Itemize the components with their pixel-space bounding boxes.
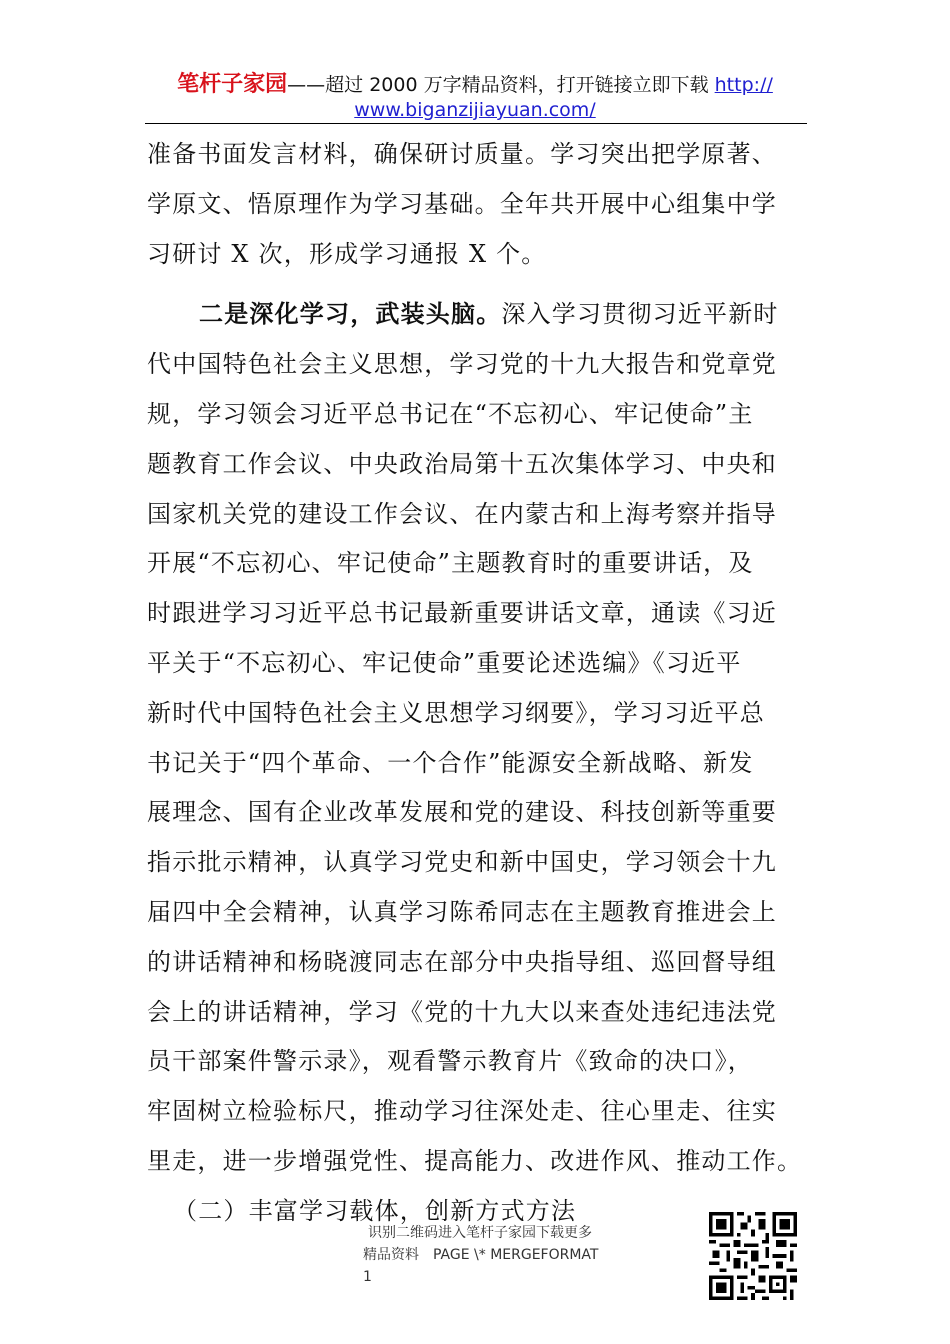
body-line: 里走，进一步增强党性、提高能力、改进作风、推动工作。 — [147, 1146, 803, 1175]
body-line: 书记关于“四个革命、一个合作”能源安全新战略、新发 — [147, 748, 754, 777]
qr-code-icon[interactable] — [709, 1212, 797, 1300]
body-line: 题教育工作会议、中央政治局第十五次集体学习、中央和 — [147, 449, 777, 478]
body-line: 平关于“不忘初心、牢记使命”重要论述选编》《习近平 — [147, 648, 742, 677]
brand-name: 笔杆子家园 — [177, 72, 288, 97]
body-line: 的讲话精神和杨晓渡同志在部分中央指导组、巡回督导组 — [147, 947, 777, 976]
section-heading: （二）丰富学习载体，创新方式方法 — [173, 1196, 577, 1225]
download-link[interactable]: http:// — [714, 74, 773, 96]
body-line: 届四中全会精神，认真学习陈希同志在主题教育推进会上 — [147, 897, 777, 926]
body-line: 新时代中国特色社会主义思想学习纲要》，学习习近平总 — [147, 698, 765, 727]
body-line: 会上的讲话精神，学习《党的十九大以来查处违纪违法党 — [147, 997, 777, 1026]
footer-page-field: 精品资料 PAGE \* MERGEFORMAT 1 — [363, 1247, 599, 1285]
body-line: 时跟进学习习近平总书记最新重要讲话文章，通读《习近 — [147, 599, 777, 628]
body-line: 规，学习领会习近平总书记在“不忘初心、牢记使命”主 — [147, 399, 754, 428]
body-line: 习研讨 X 次，形成学习通报 X 个。 — [147, 239, 547, 268]
download-link-url[interactable]: www.biganzijiayuan.com/ — [354, 99, 596, 121]
body-line: 员干部案件警示录》，观看警示教育片《致命的决口》， — [147, 1047, 753, 1076]
body-line: 准备书面发言材料，确保研讨质量。学习突出把学原著、 — [147, 140, 777, 168]
body-line: 牢固树立检验标尺，推动学习往深处走、往心里走、往实 — [147, 1097, 777, 1126]
paragraph-bold-lead: 二是深化学习，武装头脑。 — [199, 299, 502, 329]
document-body — [147, 130, 803, 1237]
body-line: 指示批示精神，认真学习党史和新中国史，学习领会十九 — [147, 848, 777, 877]
body-line: 代中国特色社会主义思想，学习党的十九大报告和党章党 — [147, 350, 777, 379]
footer-qr-caption: 识别二维码进入笔杆子家园下载更多 — [368, 1225, 592, 1241]
page-header — [145, 72, 805, 123]
body-line: 展理念、国有企业改革发展和党的建设、科技创新等重要 — [147, 798, 777, 827]
paragraph-lead-line — [147, 289, 803, 340]
paragraph-lead-rest: 深入学习贯彻习近平新时 — [501, 300, 779, 329]
header-divider — [145, 123, 807, 124]
body-line: 开展“不忘初心、牢记使命”主题教育时的重要讲话，及 — [147, 549, 754, 578]
body-line: 国家机关党的建设工作会议、在内蒙古和上海考察并指导 — [147, 499, 777, 528]
header-tagline: ——超过 2000 万字精品资料，打开链接立即下载 — [287, 74, 715, 96]
page-footer — [355, 1222, 605, 1288]
body-line: 学原文、悟原理作为学习基础。全年共开展中心组集中学 — [147, 189, 777, 218]
